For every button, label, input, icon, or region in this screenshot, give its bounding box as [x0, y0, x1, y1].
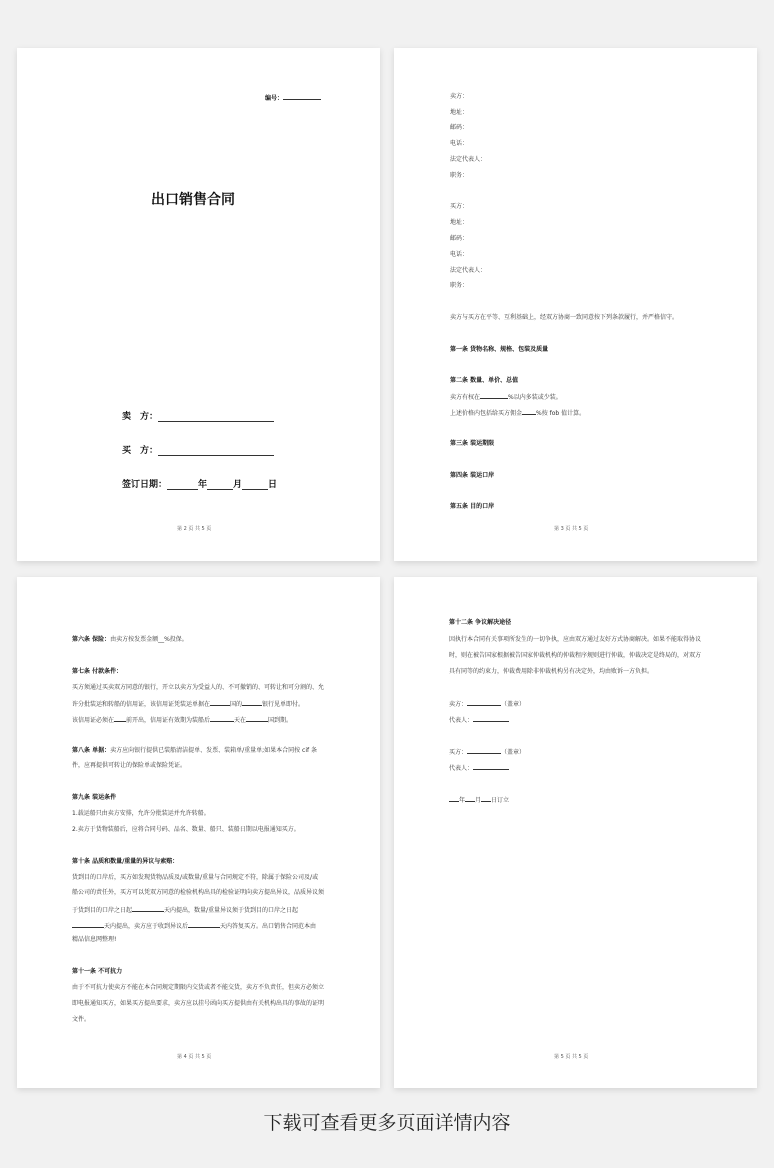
article-7-line-3: 该信用证必须在 前开出，信用证有效期为装船后 天在 国到期。: [72, 717, 293, 724]
article-7-heading: 第七条 付款条件：: [72, 668, 123, 675]
article-1-heading: 第一条 货物名称、规格、包装及质量: [450, 346, 549, 353]
seller-line: 卖方：: [450, 93, 469, 100]
buyer-rep: 法定代表人：: [450, 267, 487, 274]
page-number: 第 2 页 共 5 页: [177, 526, 212, 532]
article-12-line-1: 因执行本合同有关事项所发生的一切争执，应由双方通过友好方式协商解决。如果不能取得协议: [449, 636, 702, 643]
article-2-line-1: 卖方有权在 %以内多装或少装。: [450, 394, 562, 401]
buyer-line: 买方：: [450, 203, 469, 210]
buyer-phone: 电话：: [450, 251, 469, 258]
article-10-line-5: 精品信息网整理!: [72, 936, 117, 943]
buyer-rep-line: 代表人：: [449, 763, 509, 773]
download-more-caption: 下载可查看更多页面详情内容: [263, 1112, 511, 1134]
article-8-line-2: 件，应再提供可转让的保险单或保险凭证。: [72, 762, 187, 769]
seller-post: 邮码：: [450, 124, 469, 131]
article-11-line-2: 即电报通知买方，如果买方提出要求，卖方应以挂号函向买方提供由有关机构出具的事故的证明: [72, 1000, 325, 1007]
article-12-heading: 第十二条 争议解决途径: [449, 619, 512, 626]
seller-rep-line: 代表人：: [449, 715, 509, 725]
buyer-title: 职务：: [450, 282, 469, 289]
buyer-signature: 买 方：: [122, 443, 274, 456]
buyer-seal-line: 买方： （盖章）: [449, 749, 526, 756]
article-10-heading: 第十条 品质和数量/重量的异议与索赔：: [72, 858, 179, 865]
page-number: 第 4 页 共 5 页: [177, 1054, 212, 1060]
article-7-line-1: 买方须通过买卖双方同意的银行，开立以卖方为受益人的、不可撤销的、可转让和可分割的、允: [72, 684, 325, 691]
page-3: [17, 577, 380, 1088]
seller-title: 职务：: [450, 172, 469, 179]
article-9-line-1: 1.载运船只由卖方安排，允许分批装运并允许转船。: [72, 810, 210, 817]
seller-signature: 卖 方：: [122, 409, 274, 422]
page-number: 第 5 页 共 5 页: [554, 1054, 589, 1060]
article-3-heading: 第三条 装运期限: [450, 440, 495, 447]
seller-rep: 法定代表人：: [450, 156, 487, 163]
article-10-line-4: 天内提出，卖方应于收到异议后 天内答复买方。出口销售合同范本由: [72, 921, 316, 931]
article-9-heading: 第九条 装运条件: [72, 794, 117, 801]
article-10-line-2: 船公司的责任外，买方可以凭双方同意的检验机构出具的检验证明向卖方提出异议，品质异议须: [72, 889, 325, 896]
page-4: [394, 577, 757, 1088]
intro-paragraph: 卖方与买方在平等、互利基础上，经双方协商一致同意按下列条款履行，并严格信守。: [450, 314, 679, 321]
article-6: 第六条 保险：由卖方按发票金额__%投保。: [72, 636, 188, 643]
article-4-heading: 第四条 装运口岸: [450, 472, 495, 479]
contract-number: 编号：: [265, 93, 321, 103]
article-5-heading: 第五条 目的口岸: [450, 503, 495, 510]
article-11-heading: 第十一条 不可抗力: [72, 968, 123, 975]
seller-phone: 电话：: [450, 140, 469, 147]
buyer-post: 邮码：: [450, 235, 469, 242]
article-11-line-3: 文件。: [72, 1016, 91, 1023]
article-2-line-2: 上述价格内包括给买方佣金 %按 fob 值计算。: [450, 410, 586, 417]
page-number: 第 3 页 共 5 页: [554, 526, 589, 532]
signing-date-line: 年 月 日订立: [449, 795, 509, 805]
sign-date: 签订日期： 年 月 日: [122, 480, 278, 490]
article-10-line-3: 于货到目的口岸之日起 天内提出，数量/重量异议须于货到目的口岸之日起: [72, 907, 299, 914]
article-11-line-1: 由于不可抗力使卖方不能在本合同规定期限内交货或者不能交货，卖方不负责任，但卖方必须立: [72, 984, 325, 991]
article-8: 第八条 单据：卖方应向银行提供已装船清洁提单、发票、装箱单/重量单;如果本合同按 cif 条: [72, 747, 318, 754]
seller-address: 地址：: [450, 109, 469, 116]
page-1: [17, 48, 380, 561]
article-12-line-3: 具有同等的约束力，仲裁费用除非仲裁机构另有决定外，均由败诉一方负担。: [449, 668, 654, 675]
article-12-line-2: 时，则在被告国家根据被告国家仲裁机构的仲裁程序规则进行仲裁，仲裁决定是终局的，对双方: [449, 652, 702, 659]
seller-seal-line: 卖方： （盖章）: [449, 701, 526, 708]
article-10-line-1: 货到目的口岸后，买方如发现货物品质及/或数量/重量与合同规定不符，除属于保险公司及/或: [72, 874, 319, 881]
buyer-address: 地址：: [450, 219, 469, 226]
article-2-heading: 第二条 数量、单价、总值: [450, 377, 519, 384]
contract-title: 出口销售合同: [151, 192, 235, 208]
article-7-line-2: 许分批装运和转船的信用证，该信用证凭装运单据在 国的 银行见单即付。: [72, 701, 305, 708]
page-2: [394, 48, 757, 561]
article-9-line-2: 2.卖方于货物装船后，应将合同号码、品名、数量、船只、装船日期以电报通知买方。: [72, 826, 300, 833]
